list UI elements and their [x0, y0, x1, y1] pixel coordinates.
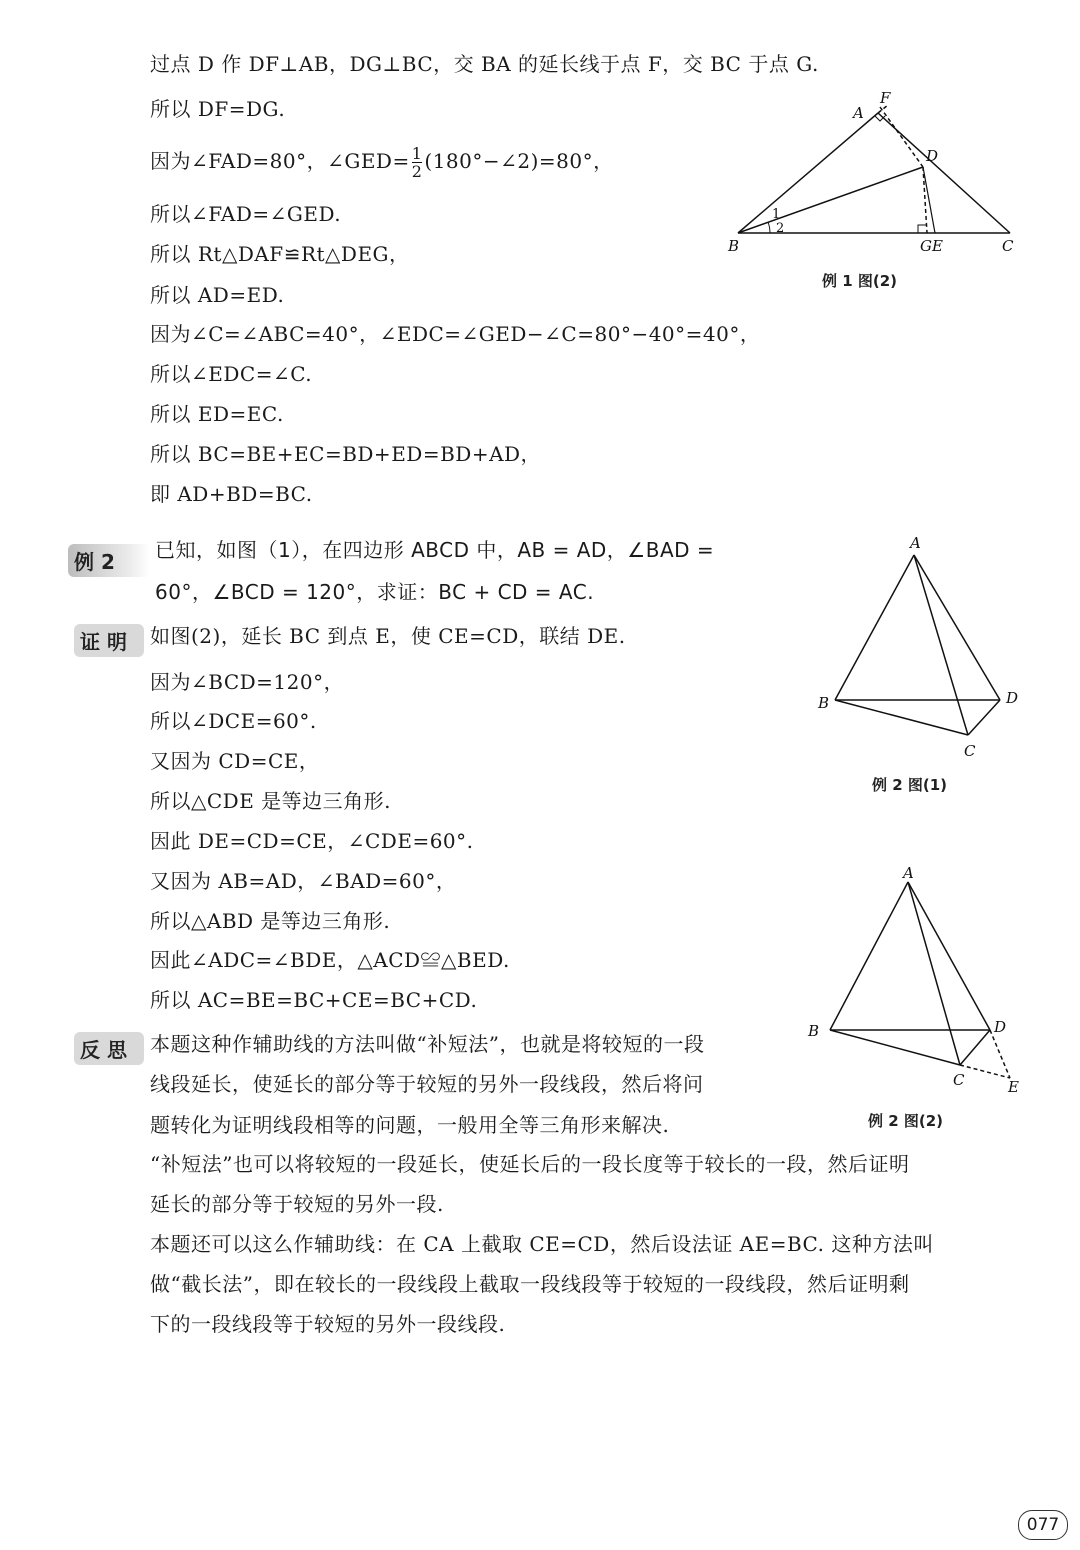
- segment-CD: [968, 700, 1000, 735]
- proof1-line-9: 所以 ED=EC.: [150, 402, 284, 426]
- proof2-line-9: 因此∠ADC=∠BDE，△ACD≌△BED.: [150, 948, 510, 972]
- label-E: E: [932, 237, 943, 255]
- label-B: B: [818, 694, 830, 712]
- segment-AD: [914, 555, 1000, 700]
- label-C: C: [964, 742, 976, 760]
- proof2-tag: 证 明: [74, 624, 144, 657]
- proof2-line-4: 又因为 CD=CE，: [150, 749, 320, 773]
- reflection-line-8: 下的一段线段等于较短的另外一段线段.: [150, 1312, 506, 1336]
- right-angle-G: [918, 225, 927, 233]
- angle-arc: [768, 222, 770, 233]
- reflection-line-7: 做“截长法”，即在较长的一段线段上截取一段线段等于较短的一段线段，然后证明剩: [150, 1272, 910, 1296]
- proof1-line-2: 所以 DF=DG.: [150, 97, 286, 121]
- proof1-line-8: 所以∠EDC=∠C.: [150, 362, 313, 386]
- segment-AB: [830, 882, 908, 1030]
- proof2-line-3: 所以∠DCE=60°.: [150, 709, 317, 733]
- proof1-line-3: [150, 145, 614, 180]
- figure2a-caption: 例 2 图(1): [872, 776, 948, 794]
- label-D: D: [926, 147, 939, 165]
- segment-BA: [738, 113, 878, 233]
- fraction-half: [412, 145, 423, 180]
- example2-line-1: 已知，如图（1），在四边形 ABCD 中，AB = AD，∠BAD =: [155, 538, 715, 562]
- example2-tag: 例 2: [68, 544, 150, 577]
- segment-DE: [923, 167, 935, 233]
- fraction-numerator: 1: [411, 144, 423, 163]
- reflection-line-1: 本题这种作辅助线的方法叫做“补短法”，也就是将较短的一段: [150, 1032, 705, 1056]
- figure-example2-2: [800, 860, 1030, 1100]
- reflection-line-4: “补短法”也可以将较短的一段延长，使延长后的一段长度等于较长的一段，然后证明: [150, 1152, 910, 1176]
- proof1-line-1: 过点 D 作 DF⊥AB，DG⊥BC，交 BA 的延长线于点 F，交 BC 于点 G.: [150, 52, 819, 76]
- fraction-denominator: 2: [411, 162, 423, 181]
- proof2-line-7: 又因为 AB=AD，∠BAD=60°，: [150, 869, 457, 893]
- label-B: B: [728, 237, 740, 255]
- label-D: D: [994, 1018, 1007, 1036]
- proof2-line-10: 所以 AC=BE=BC+CE=BC+CD.: [150, 988, 478, 1012]
- reflection-line-3: 题转化为证明线段相等的问题，一般用全等三角形来解决.: [150, 1113, 670, 1137]
- label-angle-1: 1: [772, 207, 781, 222]
- proof2-line-8: 所以△ABD 是等边三角形.: [150, 909, 391, 933]
- segment-DE-dashed: [990, 1030, 1010, 1078]
- proof1-line-4: 所以∠FAD=∠GED.: [150, 202, 342, 226]
- figure2b-caption: 例 2 图(2): [868, 1112, 944, 1130]
- figure-example2-1: [810, 530, 1030, 765]
- label-A: A: [903, 864, 914, 882]
- proof2-line-1: 如图(2)，延长 BC 到点 E，使 CE=CD，联结 DE.: [150, 624, 626, 648]
- segment-CD: [960, 1030, 990, 1065]
- reflection-line-6: 本题还可以这么作辅助线：在 CA 上截取 CE=CD，然后设法证 AE=BC. 这种方法叫: [150, 1232, 934, 1256]
- proof1-line-7: 因为∠C=∠ABC=40°，∠EDC=∠GED−∠C=80°−40°=40°，: [150, 322, 761, 346]
- reflection-tag: 反 思: [74, 1032, 144, 1065]
- label-B: B: [808, 1022, 820, 1040]
- label-E: E: [1008, 1078, 1019, 1096]
- proof2-line-6: 因此 DE=CD=CE，∠CDE=60°.: [150, 829, 474, 853]
- segment-AC: [914, 555, 968, 735]
- proof1-line-5: 所以 Rt△DAF≌Rt△DEG，: [150, 242, 410, 266]
- segment-CE-dashed: [960, 1065, 1010, 1078]
- example2-line-2: 60°，∠BCD = 120°，求证：BC + CD = AC.: [155, 580, 595, 604]
- label-D: D: [1006, 689, 1019, 707]
- reflection-line-2: 线段延长，使延长的部分等于较短的另外一段线段，然后将问: [150, 1072, 704, 1096]
- proof1-line-3a: 因为∠FAD=80°，∠GED=: [150, 149, 410, 173]
- label-angle-2: 2: [776, 221, 785, 236]
- proof2-line-2: 因为∠BCD=120°，: [150, 670, 345, 694]
- segment-DF-dashed: [880, 107, 923, 167]
- segment-BC: [830, 1030, 960, 1065]
- label-A: A: [910, 534, 921, 552]
- label-F: F: [880, 89, 891, 107]
- figure-example1: [720, 85, 1030, 260]
- reflection-line-5: 延长的部分等于较短的另外一段.: [150, 1192, 444, 1216]
- proof1-line-11: 即 AD+BD=BC.: [150, 482, 313, 506]
- proof2-line-5: 所以△CDE 是等边三角形.: [150, 789, 392, 813]
- segment-AB: [835, 555, 914, 700]
- segment-BD: [738, 167, 923, 233]
- segment-AD: [908, 882, 990, 1030]
- proof1-line-6: 所以 AD=ED.: [150, 283, 285, 307]
- label-C: C: [1002, 237, 1014, 255]
- figure1-caption: 例 1 图(2): [822, 272, 898, 290]
- label-C: C: [953, 1071, 965, 1089]
- page-number: 077: [1018, 1510, 1068, 1540]
- label-G: G: [920, 237, 932, 255]
- label-A: A: [853, 104, 864, 122]
- segment-AC: [908, 882, 960, 1065]
- proof1-line-3b: (180°−∠2)=80°，: [424, 149, 614, 173]
- segment-BC: [835, 700, 968, 735]
- proof1-line-10: 所以 BC=BE+EC=BD+ED=BD+AD，: [150, 442, 542, 466]
